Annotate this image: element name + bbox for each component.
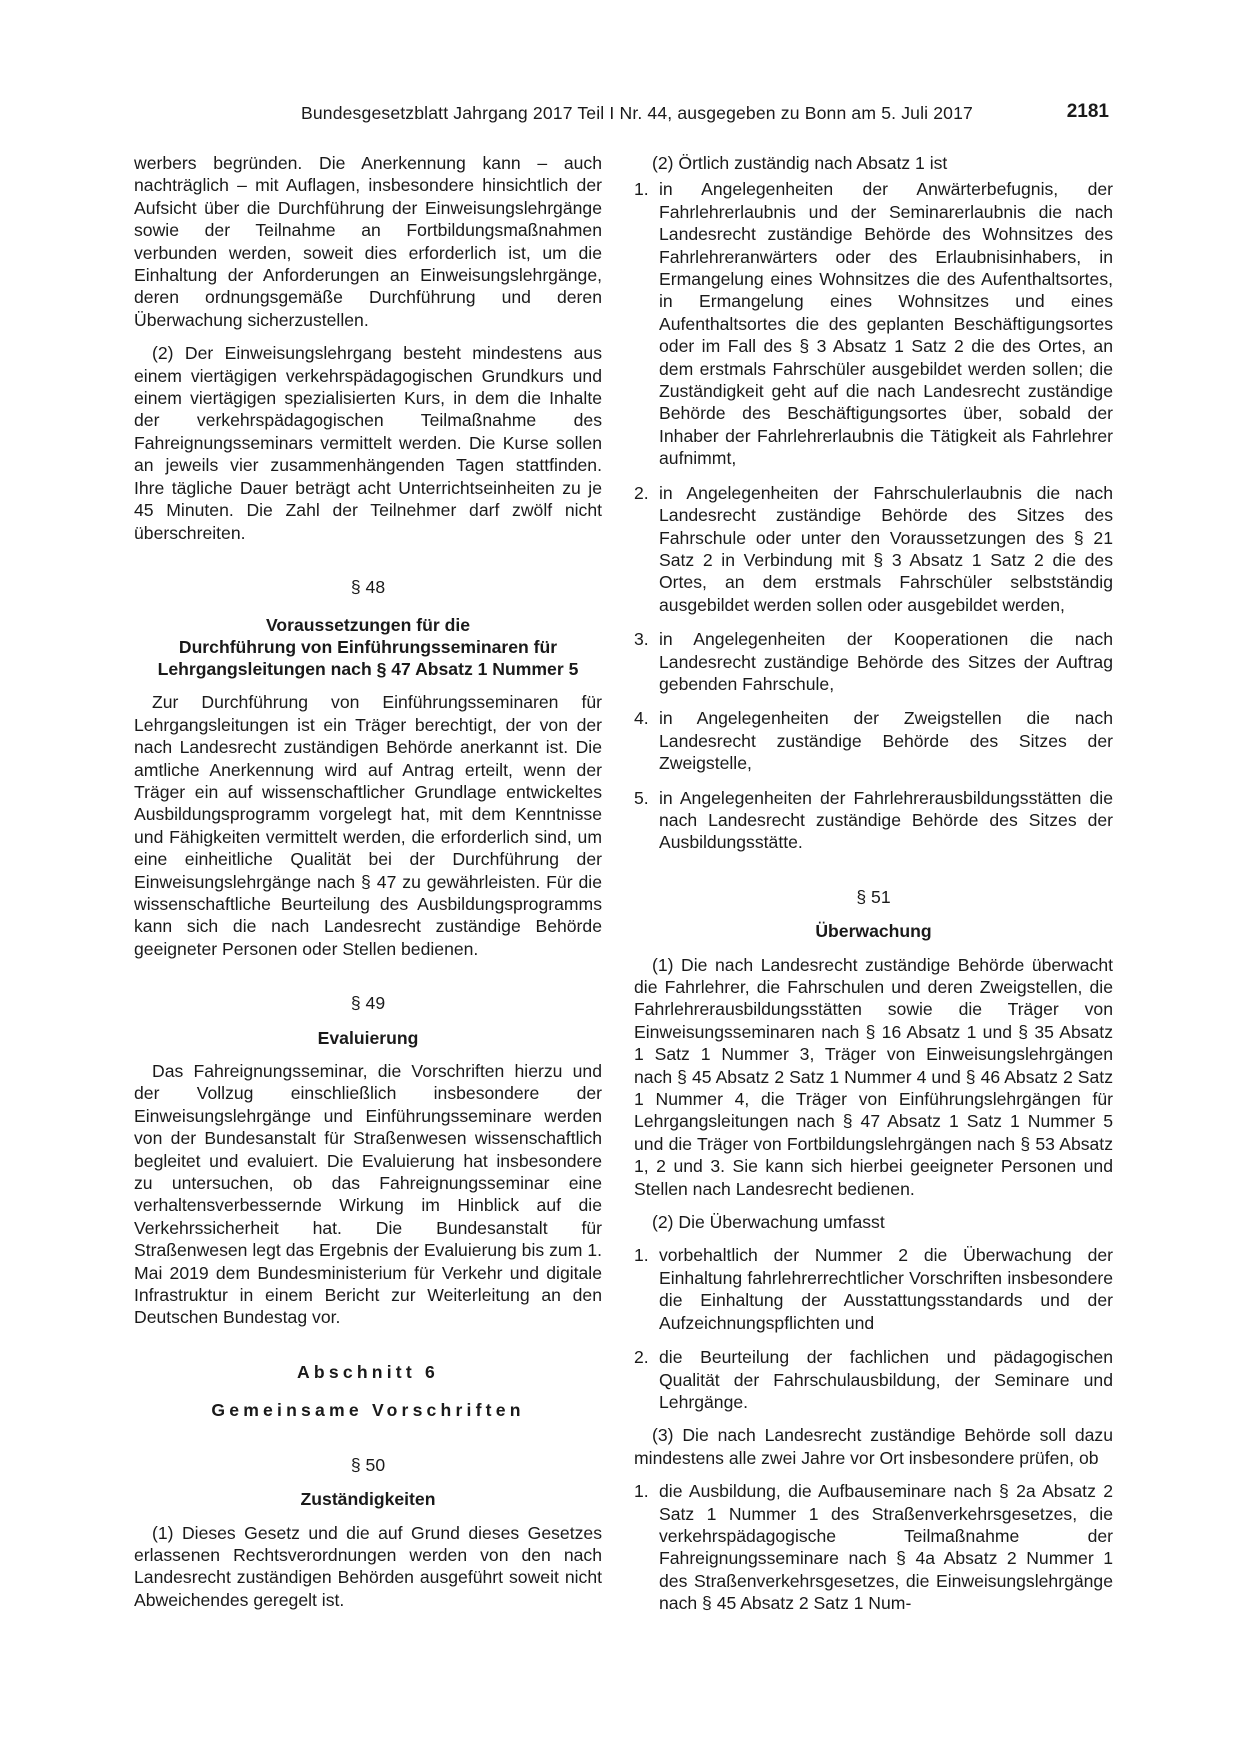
section-50-paragraph-1: (1) Dieses Gesetz und die auf Grund dieses Gesetzes erlassenen Rechtsverordnungen werden von den nach Landesrecht zuständigen Behörden ausgeführt soweit nicht Abweichendes geregelt ist. [134, 1522, 602, 1610]
list-item [634, 482, 1113, 616]
section-51-paragraph-3-intro: (3) Die nach Landesrecht zuständige Behörde soll dazu mindestens alle zwei Jahre vor Ort insbesondere prüfen, ob [634, 1425, 1113, 1468]
list-number: 3. [634, 629, 649, 650]
section-49-number: § 49 [350, 993, 386, 1014]
chapter-title: Gemeinsame Vorschriften [211, 1400, 525, 1421]
list-number: 4. [634, 708, 649, 729]
list-number: 5. [634, 787, 649, 808]
list-text: in Angelegenheiten der Zweigstellen die nach Landesrecht zuständige Behörde des Sitzes der Zweigstelle, [659, 708, 1113, 774]
paragraph-continuation: werbers begründen. Die Anerkennung kann – auch nachträglich – mit Auflagen, insbesondere hinsichtlich der Aufsicht über die Durchführung der Einweisungslehrgänge sowie der Teilnahme an Fortbildungsmaßnahmen verbunden werden, soweit dies erforderlich ist, um die Einhaltung der Anforderungen an Einweisungslehrgänge, deren ordnungsgemäße Durchführung und deren Überwachung sicherzustellen. [134, 153, 602, 330]
section-51-paragraph-1: (1) Die nach Landesrecht zuständige Behörde überwacht die Fahrlehrer, die Fahrschulen und deren Zweigstellen, die Fahrlehrerausbildungsstätten sowie die Träger von Einweisungsseminaren nach § 16 Absatz 1 und § 35 Absatz 1 Satz 1 Nummer 3, Träger von Einweisungslehrgängen nach § 45 Absatz 2 Satz 1 Nummer 4 und § 46 Absatz 2 Satz 1 Nummer 4, die Träger von Einführungslehrgängen für Lehrgangsleitungen nach § 47 Absatz 1 Satz 1 Nummer 5 und die Träger von Fortbildungslehrgängen nach § 53 Absatz 1, 2 und 3. Sie kann sich hierbei geeigneter Personen und Stellen nach Landesrecht bedienen. [634, 954, 1113, 1199]
page-header [134, 102, 1113, 126]
list-text: in Angelegenheiten der Kooperationen die nach Landesrecht zuständige Behörde des Sitzes der Auftrag gebenden Fahrschule, [659, 629, 1113, 694]
list-item [634, 1244, 1113, 1334]
list-item [634, 1480, 1113, 1614]
list-item [634, 178, 1113, 469]
list-text: in Angelegenheiten der Anwärterbefugnis, der Fahrlehrerlaubnis und der Seminarerlaubnis die nach Landesrecht zuständige Behörde des Wohnsitzes des Fahrlehreranwärters oder des Erlaubnisinhabers, in Ermangelung eines Wohnsitzes die des Aufenthaltsortes, in Ermangelung eines Wohnsitzes und eines Aufenthaltsortes die des geplanten Beschäftigungsortes oder im Fall des § 3 Absatz 1 Satz 2 die des Ortes, an dem erstmals Fahrschüler ausgebildet werden sollen; die Zuständigkeit geht auf die nach Landesrecht zuständige Behörde des Beschäftigungsortes über, sobald der Inhaber der Fahrlehrerlaubnis die Tätigkeit als Fahrlehrer aufnimmt, [659, 179, 1113, 469]
section-50-list [634, 178, 1113, 853]
section-48-number: § 48 [350, 576, 386, 597]
paragraph-47-2: (2) Der Einweisungslehrgang besteht mindestens aus einem viertägigen verkehrspädagogischen Grundkurs und einem viertägigen spezialisierten Kurs, in dem die Inhalte der verkehrspädagogischen Teilmaßnahme des Fahreignungsseminars vermittelt werden. Die Kurse sollen an jeweils vier zusammenhängenden Tagen stattfinden. Ihre tägliche Dauer beträgt acht Unterrichtseinheiten zu je 45 Minuten. Die Zahl der Teilnehmer darf zwölf nicht überschreiten. [134, 343, 602, 543]
list-number: 1. [634, 1245, 649, 1266]
list-text: die Beurteilung der fachlichen und pädagogischen Qualität der Fahrschulausbildung, der Seminare und Lehrgänge. [659, 1347, 1113, 1412]
section-51-list-2 [634, 1244, 1113, 1413]
list-text: in Angelegenheiten der Fahrschulerlaubnis die nach Landesrecht zuständige Behörde des Sitzes des Fahrschule oder unter den Voraussetzungen des § 21 Satz 2 in Verbindung mit § 3 Absatz 1 Satz 2 die des Ortes, an dem erstmals Fahrschüler selbstständig ausgebildet werden sollen oder ausgebildet werden, [659, 482, 1113, 615]
list-text: die Ausbildung, die Aufbauseminare nach § 2a Absatz 2 Satz 1 Nummer 1 des Straßenverkehrsgesetzes, die verkehrspädagogische Teilmaßnahme der Fahreignungsseminare nach § 4a Absatz 2 Nummer 1 des Straßenverkehrsgesetzes, die Einweisungslehrgänge nach § 45 Absatz 2 Satz 1 Num- [659, 1481, 1113, 1614]
section-48-title-line: Durchführung von Einführungsseminaren für [178, 637, 558, 658]
left-column [134, 152, 602, 1611]
page-number: 2181 [1066, 101, 1109, 122]
list-number: 1. [634, 1481, 649, 1502]
list-item [634, 787, 1113, 854]
list-item [634, 1346, 1113, 1413]
right-column [634, 152, 1113, 1615]
section-50-title: Zuständigkeiten [300, 1489, 436, 1510]
section-48-text: Zur Durchführung von Einführungsseminaren für Lehrgangsleitungen ist ein Träger berechtigt, der von der nach Landesrecht zuständigen Behörde anerkannt ist. Die amtliche Anerkennung wird auf Antrag erteilt, wenn der Träger ein auf wissenschaftlicher Grundlage entwickeltes Ausbildungsprogramm vorgelegt hat, mit dem Kenntnisse und Fähigkeiten vermittelt werden, die erforderlich sind, um eine einheitliche Qualität bei der Durchführung der Einweisungslehrgänge nach § 47 zu gewährleisten. Für die wissenschaftliche Beurteilung des Ausbildungsprogramms kann sich die nach Landesrecht zuständige Behörde geeigneter Personen oder Stellen bedienen. [134, 692, 602, 959]
section-50-number: § 50 [350, 1454, 386, 1475]
list-number: 2. [634, 1347, 649, 1368]
section-49-title: Evaluierung [317, 1027, 419, 1048]
section-48-title-line: Voraussetzungen für die [266, 615, 470, 636]
section-51-paragraph-2-intro: (2) Die Überwachung umfasst [652, 1212, 885, 1233]
section-51-list-3 [634, 1480, 1113, 1614]
list-item [634, 628, 1113, 695]
list-text: vorbehaltlich der Nummer 2 die Überwachung der Einhaltung fahrlehrerrechtlicher Vorschriften insbesondere die Einhaltung der Ausstattungsstandards und der Aufzeichnungspflichten und [659, 1245, 1113, 1333]
section-50-paragraph-2-intro: (2) Örtlich zuständig nach Absatz 1 ist [652, 153, 948, 173]
list-number: 2. [634, 482, 649, 503]
list-item [634, 707, 1113, 774]
section-51-number: § 51 [856, 886, 891, 907]
section-48-title-line: Lehrgangsleitungen nach § 47 Absatz 1 Nummer 5 [157, 659, 579, 680]
section-51-title: Überwachung [815, 921, 932, 942]
chapter-heading: Abschnitt 6 [297, 1361, 439, 1382]
section-49-text: Das Fahreignungsseminar, die Vorschriften hierzu und der Vollzug einschließlich insbesondere der Einweisungslehrgänge und Einführungsseminare werden von der Bundesanstalt für Straßenwesen wissenschaftlich begleitet und evaluiert. Die Evaluierung hat insbesondere zu untersuchen, ob das Fahreignungsseminar eine verhaltensverbessernde Wirkung im Hinblick auf die Verkehrssicherheit hat. Die Bundesanstalt für Straßenwesen legt das Ergebnis der Evaluierung bis zum 1. Mai 2019 dem Bundesministerium für Verkehr und digitale Infrastruktur in einem Bericht zur Weiterleitung an den Deutschen Bundestag vor. [134, 1061, 602, 1328]
list-text: in Angelegenheiten der Fahrlehrerausbildungsstätten die nach Landesrecht zuständige Behörde des Sitzes der Ausbildungsstätte. [659, 787, 1113, 853]
section-48-title [134, 614, 602, 680]
list-number: 1. [634, 179, 649, 200]
gazette-title: Bundesgesetzblatt Jahrgang 2017 Teil I Nr. 44, ausgegeben zu Bonn am 5. Juli 2017 [300, 103, 973, 123]
